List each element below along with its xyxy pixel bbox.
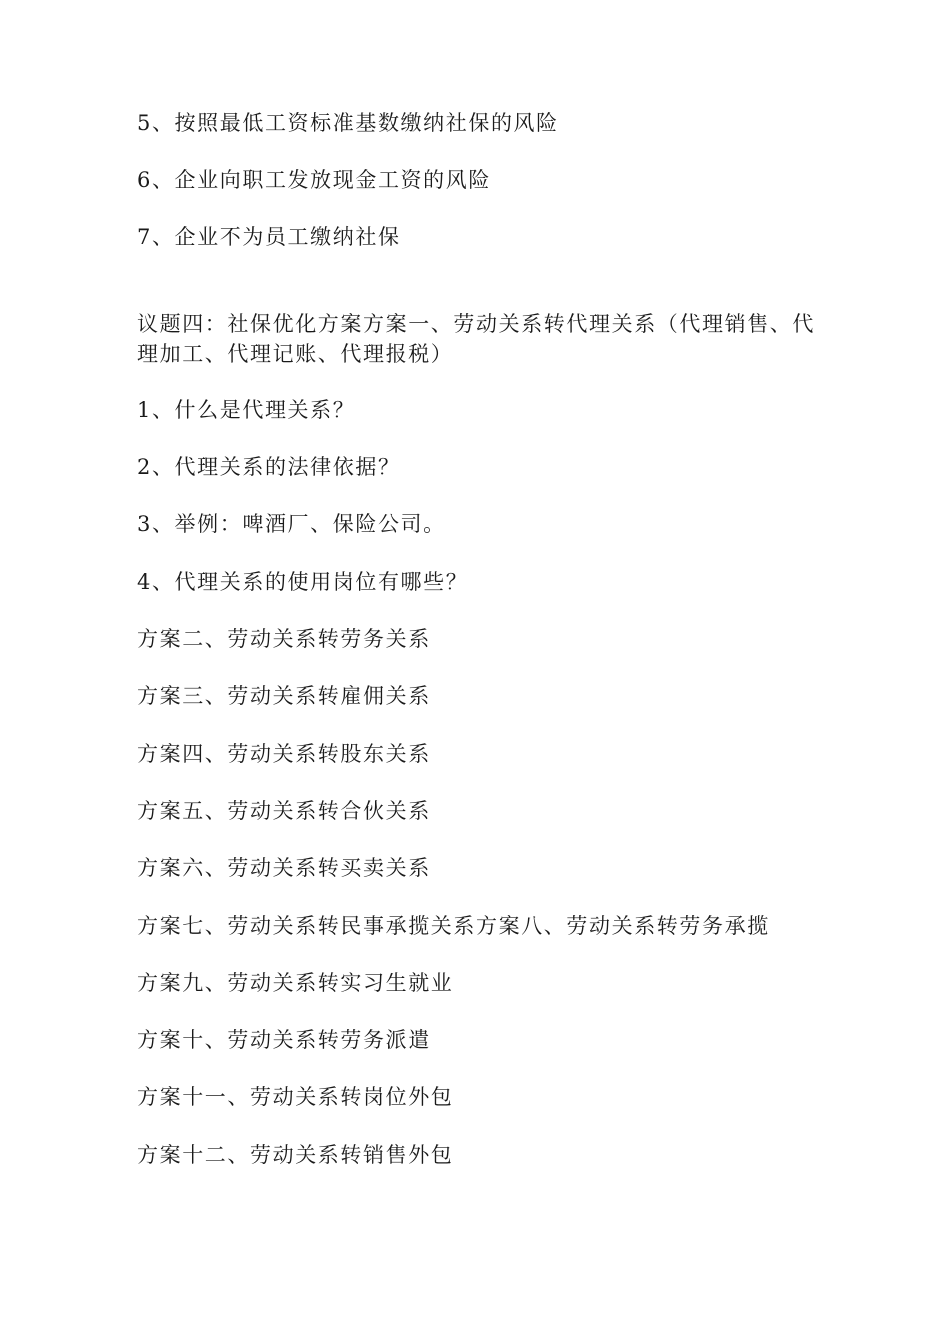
question-item-1: 1、什么是代理关系？ [137, 398, 356, 422]
plan-item-2: 方案二、劳动关系转劳务关系 [137, 627, 431, 651]
risk-item-6: 6、企业向职工发放现金工资的风险 [137, 168, 491, 192]
plan-item-3: 方案三、劳动关系转雇佣关系 [137, 684, 431, 708]
risk-item-7: 7、企业不为员工缴纳社保 [137, 225, 401, 249]
question-item-2: 2、代理关系的法律依据？ [137, 455, 401, 479]
risk-item-5: 5、按照最低工资标准基数缴纳社保的风险 [137, 111, 559, 135]
plan-item-10: 方案十、劳动关系转劳务派遣 [137, 1028, 431, 1052]
plan-item-6: 方案六、劳动关系转买卖关系 [137, 856, 431, 880]
plan-item-9: 方案九、劳动关系转实习生就业 [137, 971, 454, 995]
plan-item-4: 方案四、劳动关系转股东关系 [137, 742, 431, 766]
question-item-4: 4、代理关系的使用岗位有哪些？ [137, 570, 469, 594]
plan-item-5: 方案五、劳动关系转合伙关系 [137, 799, 431, 823]
plan-item-12: 方案十二、劳动关系转销售外包 [137, 1143, 454, 1167]
plan-item-11: 方案十一、劳动关系转岗位外包 [137, 1085, 454, 1109]
question-item-3: 3、举例：啤酒厂、保险公司。 [137, 512, 446, 536]
plan-item-7-8: 方案七、劳动关系转民事承揽关系方案八、劳动关系转劳务承揽 [137, 914, 770, 938]
topic-four-heading: 议题四：社保优化方案方案一、劳动关系转代理关系（代理销售、代理加工、代理记账、代理报税） [137, 312, 815, 366]
